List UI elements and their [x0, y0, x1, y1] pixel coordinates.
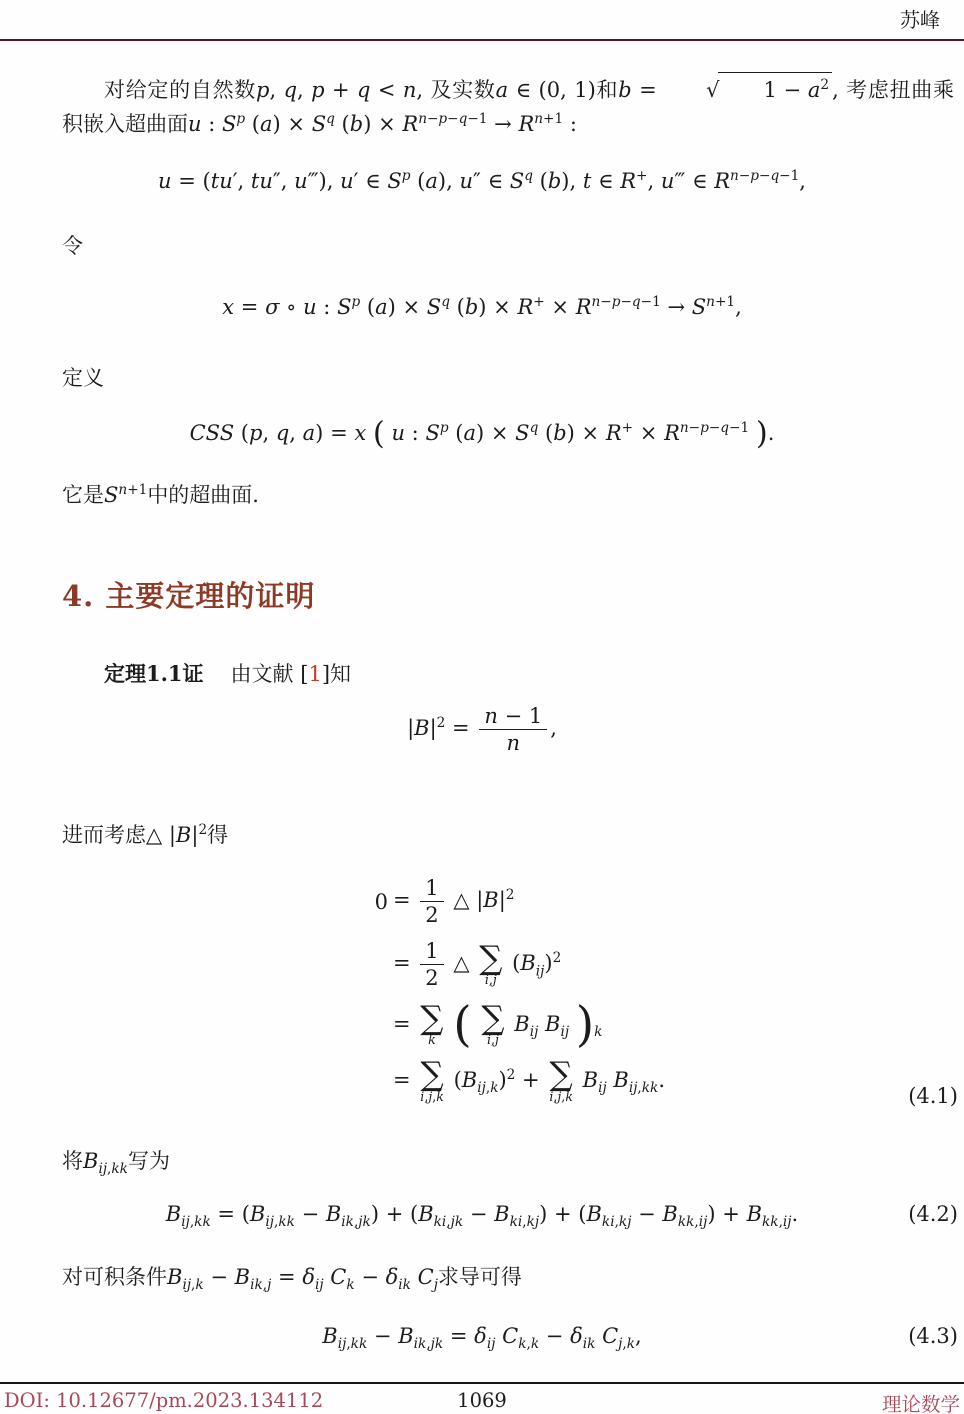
equation-rhs: = ∑ k ( ∑ i,j $B_{ij}$ $B_{ij}$ )$_k$: [393, 996, 603, 1052]
equation-number: (4.1): [908, 1084, 958, 1108]
equation-line: [368, 1055, 666, 1105]
equation-number: (4.2): [908, 1202, 958, 1226]
citation-link[interactable]: 1: [308, 662, 322, 686]
citation-bracket: [: [300, 662, 309, 686]
theorem-label: 定理1.1证: [104, 661, 204, 686]
inline-math: a ∈ (0, 1): [495, 78, 596, 102]
page-number: 1069: [457, 1389, 507, 1412]
theorem-proof-line: [104, 658, 351, 688]
integrability-paragraph: 对可积条件$B_{ij,k} - B_{ik,j} = \delta_{ij}$ $C_k - \delta_{ik}$ $C_j$求导可得: [62, 1265, 522, 1294]
equation-embedding: [0, 168, 964, 193]
inline-math: $S^{n+1}$: [104, 482, 148, 507]
hypersurface-note: 它是$S^{n+1}$中的超曲面.: [62, 482, 259, 507]
footer-rule: [0, 1382, 964, 1384]
equation-number: (4.3): [908, 1324, 958, 1348]
section-heading: 4. 主要定理的证明: [62, 579, 316, 613]
inline-math: u : $S^p$ $(a) \times S^q$ $(b) \times R^{n-p-q-1} \to R^{n+1}$ :: [188, 111, 577, 137]
page-header-author: 苏峰: [900, 8, 940, 32]
doi-link[interactable]: DOI: 10.12677/pm.2023.134112: [4, 1389, 324, 1412]
journal-name: 理论数学: [881, 1393, 960, 1414]
equation-lhs: 0: [374, 889, 388, 914]
define-label: 定义: [62, 366, 104, 390]
citation-post-text: 知: [330, 662, 352, 686]
header-rule: [0, 39, 964, 41]
inline-math: △ $|B|^2$: [146, 822, 208, 847]
intro-paragraph: 对给定的自然数p, q, p + q < n, 及实数a ∈ (0, 1)和b = √ $1 - a^2$ , 考虑扭曲乘积嵌入超曲面u : $S^p$ $(a) \times S^q$ $(b) \times R^{n-p-q-1} \to R^{n+1}$ :: [62, 72, 954, 141]
equation-rhs: = $\frac{1}{2}$ △ $|B|^2$: [393, 876, 515, 928]
let-label: 令: [62, 234, 83, 258]
equation-body: u = (tu′, tu″, u‴), u′ ∈ $S^p$ (a), u″ ∈ $S^q$ (b), t ∈ R+, u‴ ∈ $R^{n-p-q-1}$,: [158, 168, 806, 193]
equation-4-3: [0, 1324, 964, 1352]
equation-body: $B_{ij,kk} = (B_{ij,kk} - B_{ik,jk}) + (B_{ki,jk} - B_{ki,kj}) + (B_{ki,kj} - B_{kk,ij}) + B_{kk,ij}$.: [165, 1202, 799, 1231]
equation-line: [368, 939, 665, 990]
equation-x-map: [0, 294, 964, 319]
equation-line: [368, 996, 665, 1052]
laplacian-paragraph: 进而考虑△ $|B|^2$得: [62, 822, 229, 847]
equation-rhs: = ∑ i,j,k $(B_{ij,k})^2$ + ∑ i,j,k $B_{ij}$ $B_{ij,kk}$.: [393, 1055, 666, 1105]
rewrite-paragraph: 将$B_{ij,kk}$写为: [62, 1149, 170, 1178]
equation-line: [368, 876, 665, 927]
inline-math: $B_{ij,k} - B_{ik,j} = \delta_{ij}$ $C_k - \delta_{ik}$ $C_j$: [167, 1265, 438, 1294]
equation-array: [368, 876, 665, 1116]
inline-math: b = √ $1 - a^2$ ,: [618, 78, 839, 102]
inline-math: p, q, p + q < n,: [256, 78, 424, 102]
equation-css-definition: [0, 416, 964, 452]
equation-body: $B_{ij,kk} - B_{ik,jk} = \delta_{ij}$ $C_{k,k} - \delta_{ik}$ $C_{j,k}$,: [322, 1324, 642, 1353]
citation-bracket: ]: [321, 662, 331, 686]
inline-math: $B_{ij,kk}$: [83, 1149, 128, 1178]
citation-pre-text: 由文献: [230, 662, 301, 686]
equation-body: x = σ ∘ u : $S^p$ $(a) \times S^q$ $(b) \times R^+ \times R^{n-p-q-1} \to S^{n+1}$,: [222, 294, 742, 319]
equation-rhs: = $\frac{1}{2}$ △ ∑ i,j $(B_{ij})^2$: [393, 938, 562, 991]
equation-norm-b: [0, 704, 964, 755]
equation-4-2: [0, 1202, 964, 1230]
equation-body: CSS (p, q, a) = x ( u : $S^p$ $(a) \times S^q$ $(b) \times R^+ \times R^{n-p-q-1}$ ).: [189, 416, 775, 452]
equation-body: $|B|^2$ = $\frac{n - 1}{n}$ ,: [407, 704, 557, 756]
